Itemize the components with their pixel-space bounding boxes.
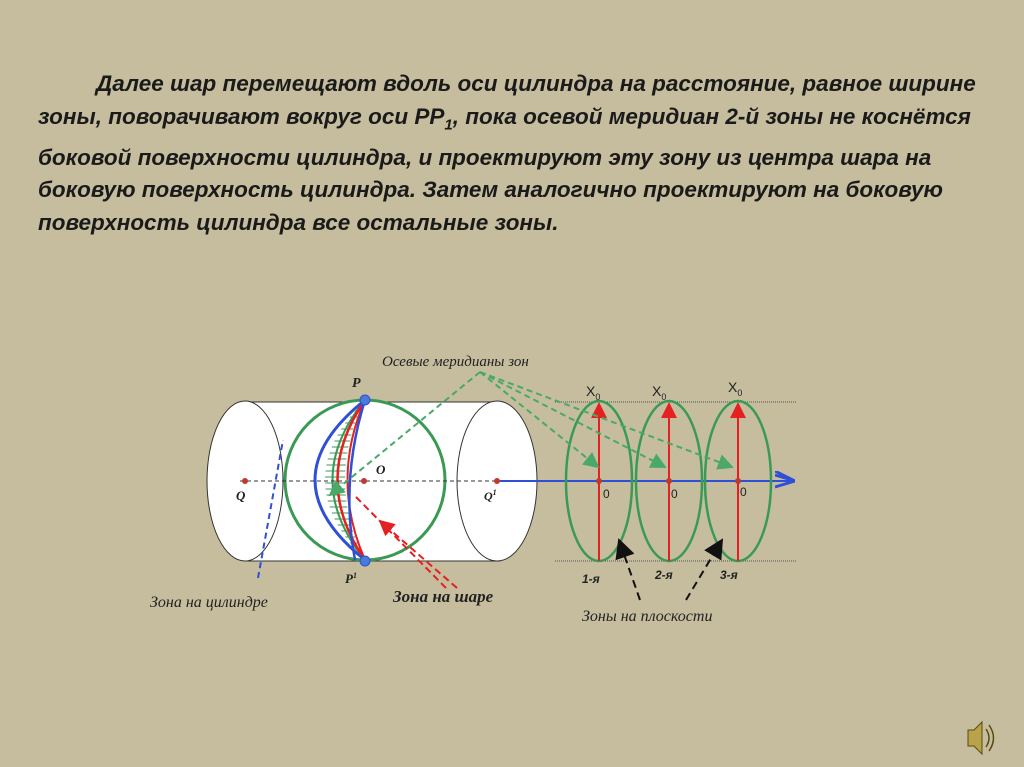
label-p: P: [352, 376, 361, 391]
point-p: [360, 395, 370, 405]
paragraph-subscript: 1: [444, 116, 453, 133]
point-q1: [494, 478, 500, 484]
speaker-icon[interactable]: [968, 722, 994, 754]
axial-meridians-label: Осевые меридианы зон: [382, 354, 529, 370]
paragraph-part-1: Далее шар перемещают вдоль оси цилиндра на расстояние, равное ширине зоны, поворачивают вокруг оси PP: [38, 71, 976, 129]
zone-sphere-label: Зона на шаре: [393, 587, 494, 606]
zone-name-1: 1-я: [582, 572, 600, 586]
point-o: [361, 478, 367, 484]
paragraph-part-2: , пока осевой меридиан 2-й зоны не коснётся боковой поверхности цилиндра, и проектируют эту зону из центра шара на боковую поверхность цилиндра. Затем аналогично проектируют на боковую поверхность цилиндра все остальные зоны.: [38, 103, 971, 235]
x0-label-2: $X_0$: [652, 383, 667, 402]
zone-name-2: 2-я: [655, 568, 673, 582]
point-p1: [360, 556, 370, 566]
label-p1: $P^1$: [345, 571, 357, 586]
point-q: [242, 478, 248, 484]
label-o: O: [376, 462, 386, 477]
x0-label-3: $X_0$: [728, 379, 743, 398]
zero-label-2: 0: [671, 487, 678, 501]
zone-name-3: 3-я: [720, 568, 738, 582]
label-q1: $Q^1$: [484, 488, 497, 503]
zones-plane-label: Зоны на плоскости: [582, 608, 713, 625]
zero-label-3: 0: [740, 485, 747, 499]
label-q: Q: [236, 488, 246, 503]
zone-cylinder-label: Зона на цилиндре: [150, 594, 268, 611]
x0-label-1: $X_0$: [586, 383, 601, 402]
zero-label-1: 0: [603, 487, 610, 501]
